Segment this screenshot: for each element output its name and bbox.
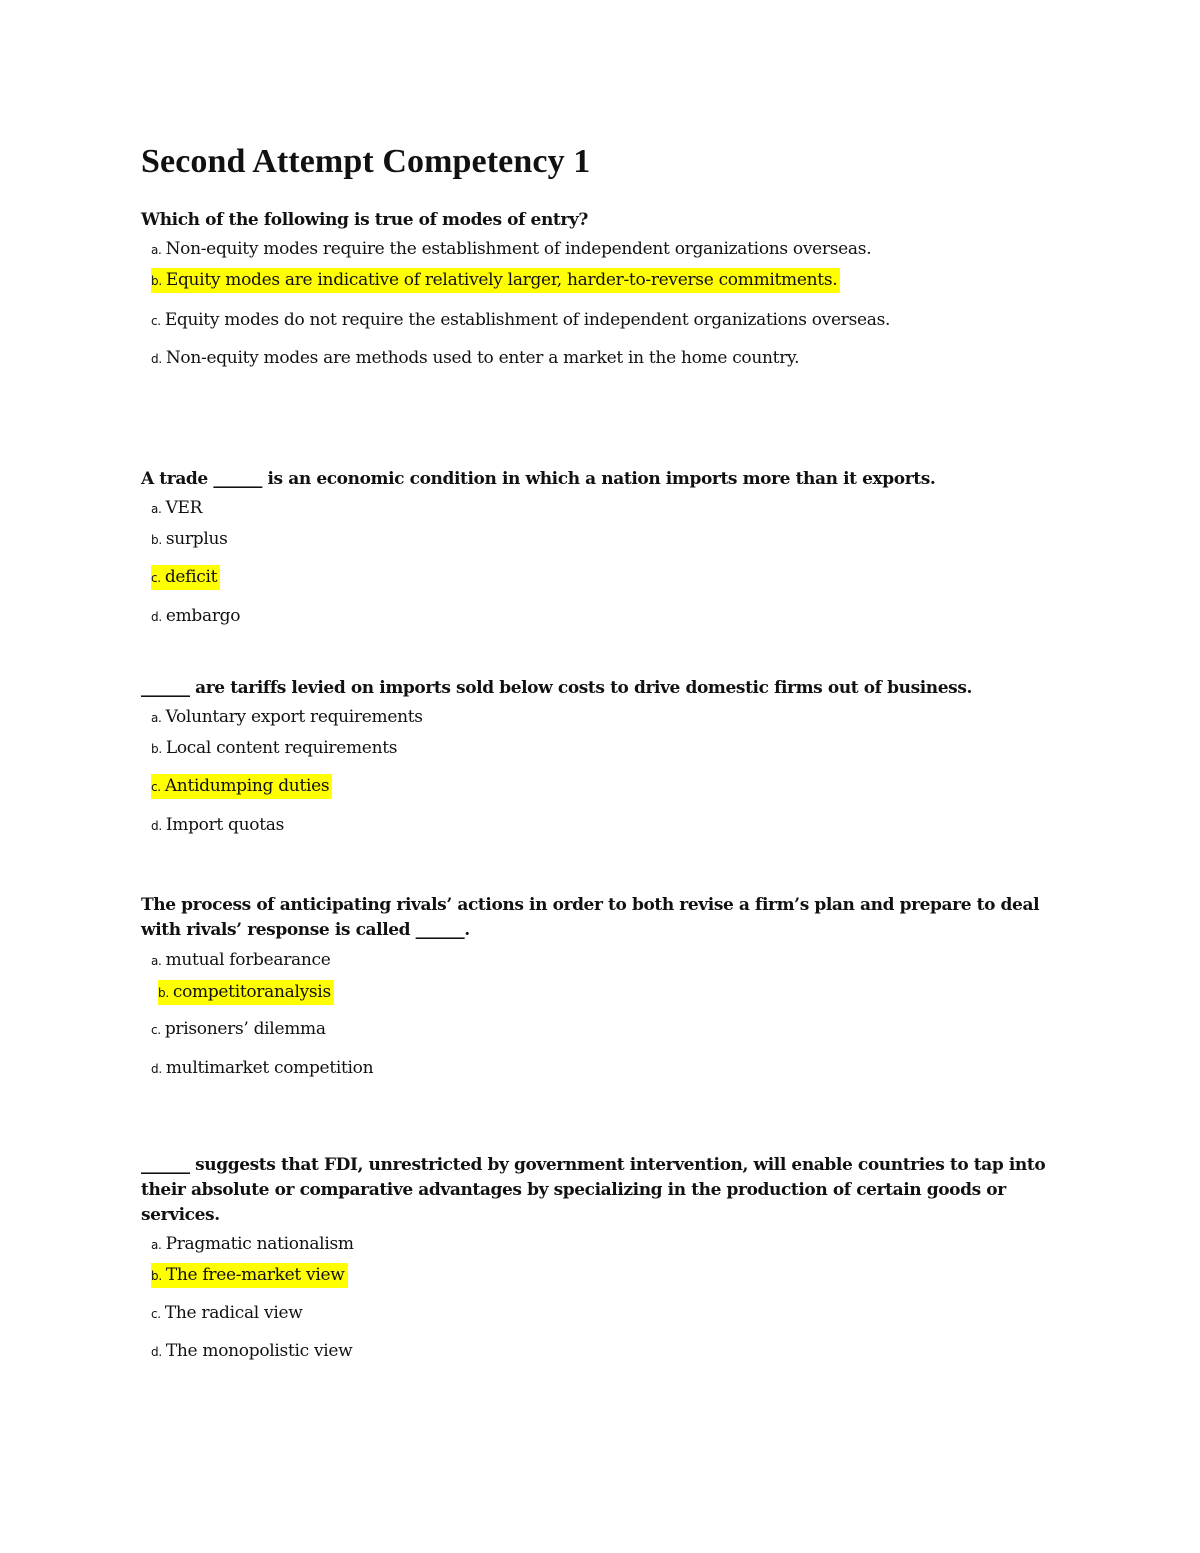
option-text: competitoranalysis [172, 982, 331, 1002]
option-letter: b. [151, 274, 162, 288]
question-3 [141, 676, 1061, 841]
option-text: VER [165, 498, 203, 518]
question-text: The process of anticipating rivals’ actions in order to both revise a firm’s plan and prepare to deal with rivals’ response is called ______. [141, 895, 1040, 940]
question-1 [141, 208, 1061, 378]
option-text: mutual forbearance [165, 950, 331, 970]
question-5 [141, 1153, 1061, 1373]
option-letter: b. [158, 986, 169, 1000]
option-text: Non-equity modes are methods used to enter a market in the home country. [165, 348, 800, 368]
option-d[interactable] [151, 346, 799, 371]
option-letter: d. [151, 352, 162, 366]
option-letter: c. [151, 1023, 161, 1037]
question-4 [141, 893, 1061, 1088]
option-text: Non-equity modes require the establishment of independent organizations overseas. [165, 239, 872, 259]
question-text: ______ are tariffs levied on imports sold below costs to drive domestic firms out of business. [141, 678, 973, 698]
option-a[interactable] [151, 948, 331, 973]
option-text: Antidumping duties [164, 776, 330, 796]
option-letter: d. [151, 610, 162, 624]
question-2 [141, 467, 1061, 632]
option-c[interactable] [151, 1017, 326, 1042]
option-b-selected[interactable] [151, 268, 840, 293]
option-letter: a. [151, 1238, 162, 1252]
option-text: Pragmatic nationalism [165, 1234, 354, 1254]
option-a[interactable] [151, 705, 423, 730]
option-letter: a. [151, 711, 162, 725]
option-d[interactable] [151, 1056, 373, 1081]
option-letter: b. [151, 1269, 162, 1283]
option-letter: b. [151, 533, 162, 547]
option-text: Equity modes do not require the establishment of independent organizations overseas. [164, 310, 891, 330]
option-text: The free-market view [165, 1265, 345, 1285]
option-text: embargo [165, 606, 241, 626]
option-letter: d. [151, 819, 162, 833]
option-letter: a. [151, 954, 162, 968]
option-b[interactable] [151, 527, 228, 552]
option-letter: c. [151, 571, 161, 585]
option-text: Import quotas [165, 815, 285, 835]
option-text: surplus [165, 529, 228, 549]
option-c[interactable] [151, 308, 890, 333]
option-text: Voluntary export requirements [165, 707, 423, 727]
option-text: Equity modes are indicative of relatively larger, harder-to-reverse commitments. [165, 270, 838, 290]
option-text: multimarket competition [165, 1058, 374, 1078]
option-text: prisoners’ dilemma [164, 1019, 326, 1039]
option-c-selected[interactable] [151, 774, 332, 799]
option-a[interactable] [151, 1232, 354, 1257]
page-title: Second Attempt Competency 1 [141, 143, 591, 180]
option-letter: c. [151, 780, 161, 794]
option-c-selected[interactable] [151, 565, 220, 590]
option-b-selected[interactable] [151, 1263, 348, 1288]
option-d[interactable] [151, 1339, 352, 1364]
option-letter: b. [151, 742, 162, 756]
option-letter: d. [151, 1062, 162, 1076]
option-text: Local content requirements [165, 738, 398, 758]
option-letter: c. [151, 1307, 161, 1321]
option-d[interactable] [151, 813, 284, 838]
option-c[interactable] [151, 1301, 303, 1326]
option-a[interactable] [151, 496, 202, 521]
option-letter: a. [151, 243, 162, 257]
option-b-selected[interactable] [158, 980, 334, 1005]
option-b[interactable] [151, 736, 397, 761]
option-a[interactable] [151, 237, 871, 262]
option-d[interactable] [151, 604, 240, 629]
option-letter: c. [151, 314, 161, 328]
question-text: Which of the following is true of modes of entry? [141, 210, 588, 230]
option-letter: d. [151, 1345, 162, 1359]
question-text: ______ suggests that FDI, unrestricted by government intervention, will enable countries to tap into their absolute or comparative advantages by specializing in the production of certain goods or services. [141, 1155, 1046, 1225]
option-text: The radical view [164, 1303, 303, 1323]
option-text: deficit [164, 567, 218, 587]
question-text: A trade ______ is an economic condition in which a nation imports more than it exports. [141, 469, 936, 489]
option-text: The monopolistic view [165, 1341, 353, 1361]
option-letter: a. [151, 502, 162, 516]
